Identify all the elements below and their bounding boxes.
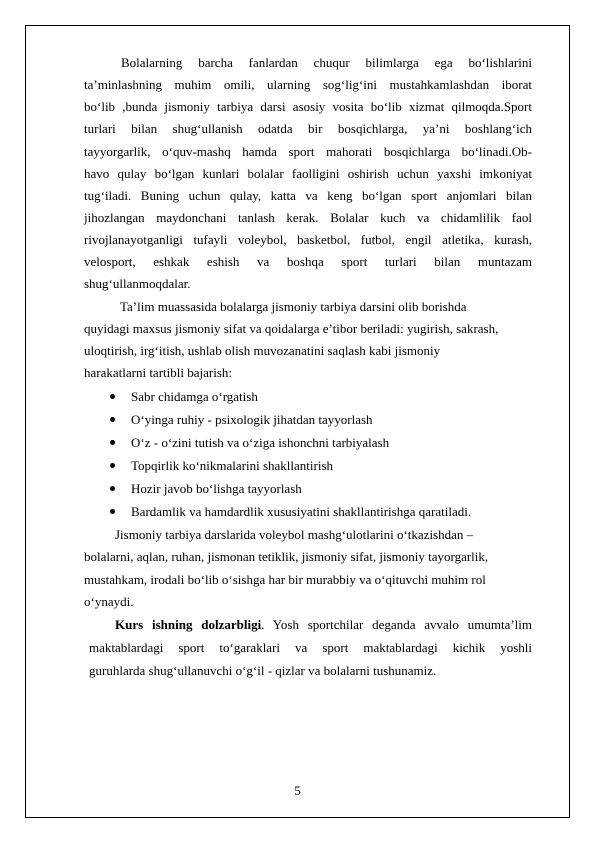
text-line: mustahkam, irodali bo‘lib o‘sishga har bir murabbiy va o‘qituvchi muhim rol	[84, 572, 486, 587]
section-heading: Kurs ishning dolzarbligi	[115, 617, 262, 632]
text-line: Ta’lim muassasida bolalarga jismoniy tarbiya darsini olib borishda	[120, 299, 467, 314]
list-item	[131, 504, 471, 520]
text-line: rivojlanayotganligi tufayli voleybol, basketbol, futbol, engil atletika, kurash,	[84, 232, 532, 247]
text-line: turlari bilan shug‘ullanish odatda bir bosqichlarga, ya’ni boshlang‘ich	[84, 121, 532, 136]
text-line: guruhlarda shug‘ullanuvchi o‘g‘il - qizlar va bolalarni tushunamiz.	[89, 663, 437, 678]
bullet-icon	[110, 440, 115, 445]
list-item	[131, 481, 302, 497]
list-item-text: Bardamlik va hamdardlik xususiyatini shakllantirishga qaratiladi.	[131, 504, 472, 519]
text-line: havo qulay bo‘lgan kunlari bolalar faolligini oshirish uchun yaxshi imkoniyat	[84, 166, 532, 181]
text-run: . Yosh sportchilar deganda avvalo umumta’lim	[261, 617, 532, 632]
bullet-icon	[110, 417, 115, 422]
text-line: maktablardagi sport to‘garaklari va sport maktablardagi kichik yoshli	[89, 640, 532, 655]
text-line: Bolalarning barcha fanlardan chuqur bilimlarga ega bo‘lishlarini	[121, 55, 532, 70]
list-item-text: Sabr chidamga o‘rgatish	[131, 389, 258, 404]
list-item	[131, 389, 258, 405]
text-line: shug‘ullanmoqdalar.	[84, 276, 191, 291]
list-item-text: Hozir javob bo‘lishga tayyorlash	[131, 481, 302, 496]
list-item-text: Topqirlik ko‘nikmalarini shakllantirish	[131, 458, 334, 473]
text-line: o‘ynaydi.	[84, 594, 134, 609]
text-line: ta’minlashning muhim omili, ularning sog‘lig‘ini mustahkamlashdan iborat	[84, 77, 532, 92]
text-line: Jismoniy tarbiya darslarida voleybol mashg‘ulotlarini o‘tkazishdan –	[115, 527, 474, 542]
list-item-text: O‘yinga ruhiy - psixologik jihatdan tayyorlash	[131, 412, 373, 427]
text-line: uloqtirish, irg‘itish, ushlab olish muvozanatini saqlash kabi jismoniy	[84, 343, 441, 358]
text-line: jihozlangan maydonchani tanlash kerak. Bolalar kuch va chidamlilik faol	[84, 210, 532, 225]
text-line: quyidagi maxsus jismoniy sifat va qoidalarga e’tibor beriladi: yugirish, sakrash,	[84, 321, 499, 336]
bullet-icon	[110, 394, 115, 399]
list-item	[131, 435, 389, 451]
text-line: bo‘lib ,bunda jismoniy tarbiya darsi asosiy vosita bo‘lib xizmat qilmoqda.Sport	[84, 99, 532, 114]
bullet-icon	[110, 463, 115, 468]
list-item	[131, 458, 333, 474]
text-line: bolalarni, aqlan, ruhan, jismonan tetiklik, jismoniy sifat, jismoniy tayorgarlik,	[84, 549, 489, 564]
text-line: tayyorgarlik, o‘quv-mashq hamda sport mahorati bosqichlarga bo‘linadi.Ob-	[84, 144, 532, 159]
bullet-icon	[110, 509, 115, 514]
bullet-icon	[110, 486, 115, 491]
page-number: 5	[294, 783, 301, 798]
text-line: tug‘iladi. Buning uchun qulay, katta va keng bo‘lgan sport anjomlari bilan	[84, 188, 532, 203]
text-line: harakatlarni tartibli bajarish:	[84, 365, 232, 380]
text-line: velosport, eshkak eshish va boshqa sport turlari bilan muntazam	[84, 254, 532, 269]
list-item-text: O‘z - o‘zini tutish va o‘ziga ishonchni tarbiyalash	[131, 435, 390, 450]
list-item	[131, 412, 373, 428]
text-line	[115, 617, 532, 633]
